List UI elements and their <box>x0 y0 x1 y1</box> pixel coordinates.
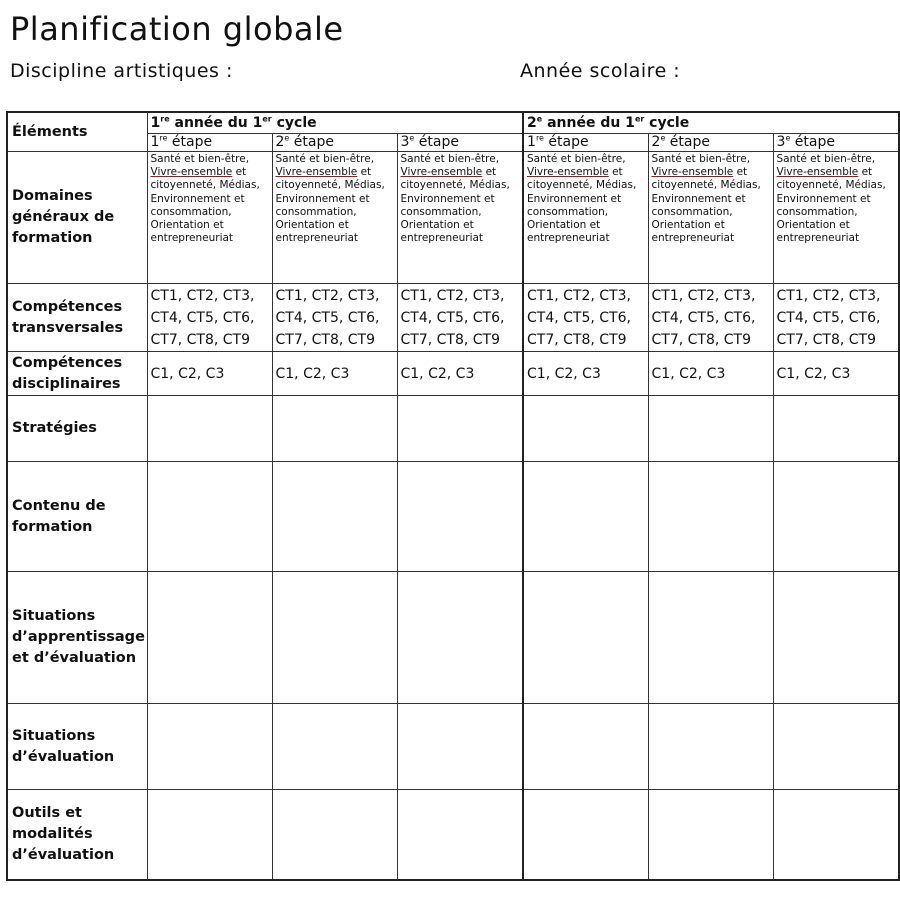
table-row <box>7 790 899 880</box>
step-suffix: e <box>660 133 666 143</box>
dom-line: et citoyenneté, <box>275 166 372 192</box>
step-number: 3 <box>400 134 410 150</box>
cycle-1-header: 1re année du 1er cycle <box>147 112 523 134</box>
dom-line-underline: Vivre-ensemble <box>527 166 609 179</box>
table-row <box>7 152 899 284</box>
empty-input-cell[interactable] <box>397 396 523 462</box>
disciplinaires-cell: C1, C2, C3 <box>272 352 397 396</box>
discipline-label: Discipline artistiques : <box>10 60 233 82</box>
table-row <box>7 352 899 396</box>
empty-input-cell[interactable] <box>523 396 648 462</box>
dom-line-underline: Vivre-ensemble <box>776 166 859 179</box>
dom-line: Orientation et entrepreneuriat <box>150 219 234 245</box>
domaines-cell <box>147 152 272 284</box>
empty-input-cell[interactable] <box>648 462 773 572</box>
empty-input-cell[interactable] <box>272 704 397 790</box>
dom-line: Médias, <box>720 179 761 192</box>
dom-line: Environnement et consommation, <box>275 192 370 218</box>
dom-line: Santé et bien-être, <box>275 153 375 165</box>
transversales-cell: CT1, CT2, CT3, CT4, CT5, CT6, CT7, CT8, CT9 <box>773 284 899 352</box>
transversales-cell: CT1, CT2, CT3, CT4, CT5, CT6, CT7, CT8, CT9 <box>147 284 272 352</box>
empty-input-cell[interactable] <box>147 396 272 462</box>
disciplinaires-cell: C1, C2, C3 <box>773 352 899 396</box>
step-header <box>272 134 397 152</box>
step-number: 1 <box>150 134 160 150</box>
step-suffix: e <box>785 133 791 143</box>
dom-line-underline: Vivre-ensemble <box>400 166 483 179</box>
step-header <box>523 134 648 152</box>
dom-line: Environnement et consommation, <box>400 192 495 218</box>
table-row <box>7 284 899 352</box>
step-word: étape <box>665 134 710 150</box>
dom-line: Santé et bien-être, <box>400 153 500 165</box>
dom-line: Environnement et consommation, <box>527 192 622 218</box>
dom-line: et citoyenneté, <box>150 166 247 192</box>
elements-header: Éléments <box>7 112 147 152</box>
dom-line: Environnement et consommation, <box>150 192 245 218</box>
empty-input-cell[interactable] <box>397 462 523 572</box>
step-header <box>397 134 523 152</box>
dom-line: Orientation et entrepreneuriat <box>527 219 610 245</box>
step-word: étape <box>289 134 334 150</box>
step-word: étape <box>414 134 459 150</box>
dom-line: Médias, <box>469 179 510 192</box>
transversales-cell: CT1, CT2, CT3, CT4, CT5, CT6, CT7, CT8, CT9 <box>272 284 397 352</box>
cycle-header-row <box>7 112 899 134</box>
empty-input-cell[interactable] <box>147 462 272 572</box>
dom-line-underline: Vivre-ensemble <box>275 166 358 179</box>
row-label-situations-evaluation: Situations d’évaluation <box>7 704 147 790</box>
dom-line: Médias, <box>219 179 260 192</box>
row-label-strategies: Stratégies <box>7 396 147 462</box>
dom-line: et citoyenneté, <box>651 166 748 192</box>
transversales-cell: CT1, CT2, CT3, CT4, CT5, CT6, CT7, CT8, CT9 <box>397 284 523 352</box>
dom-line: Environnement et consommation, <box>776 192 871 218</box>
dom-line: Santé et bien-être, <box>651 153 751 165</box>
step-suffix: re <box>535 133 544 143</box>
empty-input-cell[interactable] <box>773 704 899 790</box>
domaines-cell <box>523 152 648 284</box>
step-header <box>648 134 773 152</box>
page-title: Planification globale <box>10 10 344 48</box>
step-word: étape <box>543 134 589 150</box>
dom-line: et citoyenneté, <box>776 166 873 192</box>
dom-line: Santé et bien-être, <box>776 153 876 165</box>
school-year-label: Année scolaire : <box>520 60 681 82</box>
dom-line: Santé et bien-être, <box>150 153 250 165</box>
empty-input-cell[interactable] <box>523 704 648 790</box>
cycle-2-header: 2e année du 1er cycle <box>523 112 899 134</box>
empty-input-cell[interactable] <box>397 704 523 790</box>
empty-input-cell[interactable] <box>523 790 648 880</box>
empty-input-cell[interactable] <box>147 572 272 704</box>
disciplinaires-cell: C1, C2, C3 <box>523 352 648 396</box>
step-number: 3 <box>776 134 786 150</box>
empty-input-cell[interactable] <box>773 790 899 880</box>
row-label-situations-apprentissage: Situations d’apprentissage et d’évaluation <box>7 572 147 704</box>
empty-input-cell[interactable] <box>523 572 648 704</box>
row-label-transversales: Compétences transversales <box>7 284 147 352</box>
row-label-outils: Outils et modalités d’évaluation <box>7 790 147 880</box>
step-word: étape <box>790 134 835 150</box>
domaines-cell <box>397 152 523 284</box>
dom-line-underline: Vivre-ensemble <box>651 166 734 179</box>
dom-line-underline: Vivre-ensemble <box>150 166 233 179</box>
transversales-cell: CT1, CT2, CT3, CT4, CT5, CT6, CT7, CT8, CT9 <box>648 284 773 352</box>
dom-line: Environnement et consommation, <box>651 192 746 218</box>
domaines-cell <box>272 152 397 284</box>
row-label-contenu: Contenu de formation <box>7 462 147 572</box>
step-header <box>773 134 899 152</box>
empty-input-cell[interactable] <box>147 704 272 790</box>
dom-line: Orientation et entrepreneuriat <box>651 219 735 245</box>
dom-line: et citoyenneté, <box>527 166 623 192</box>
empty-input-cell[interactable] <box>272 396 397 462</box>
empty-input-cell[interactable] <box>773 572 899 704</box>
disciplinaires-cell: C1, C2, C3 <box>397 352 523 396</box>
transversales-cell: CT1, CT2, CT3, CT4, CT5, CT6, CT7, CT8, CT9 <box>523 284 648 352</box>
domaines-cell <box>648 152 773 284</box>
table-row <box>7 462 899 572</box>
dom-line: et citoyenneté, <box>400 166 497 192</box>
domaines-cell <box>773 152 899 284</box>
empty-input-cell[interactable] <box>648 572 773 704</box>
table-row <box>7 396 899 462</box>
empty-input-cell[interactable] <box>272 572 397 704</box>
empty-input-cell[interactable] <box>773 462 899 572</box>
dom-line: Médias, <box>845 179 886 192</box>
step-word: étape <box>167 134 213 150</box>
dom-line: Médias, <box>595 179 637 192</box>
dom-line: Orientation et entrepreneuriat <box>776 219 860 245</box>
table-row <box>7 572 899 704</box>
empty-input-cell[interactable] <box>648 704 773 790</box>
step-number: 1 <box>527 134 536 150</box>
table-row <box>7 704 899 790</box>
empty-input-cell[interactable] <box>648 790 773 880</box>
empty-input-cell[interactable] <box>147 790 272 880</box>
dom-line: Santé et bien-être, <box>527 153 626 165</box>
empty-input-cell[interactable] <box>397 572 523 704</box>
empty-input-cell[interactable] <box>648 396 773 462</box>
empty-input-cell[interactable] <box>397 790 523 880</box>
empty-input-cell[interactable] <box>272 462 397 572</box>
disciplinaires-cell: C1, C2, C3 <box>147 352 272 396</box>
disciplinaires-cell: C1, C2, C3 <box>648 352 773 396</box>
step-suffix: e <box>284 133 290 143</box>
step-suffix: e <box>409 133 415 143</box>
empty-input-cell[interactable] <box>773 396 899 462</box>
step-header <box>147 134 272 152</box>
empty-input-cell[interactable] <box>523 462 648 572</box>
planning-table <box>6 111 900 881</box>
step-number: 2 <box>651 134 661 150</box>
step-number: 2 <box>275 134 285 150</box>
row-label-disciplinaires: Compétences disciplinaires <box>7 352 147 396</box>
step-suffix: re <box>159 133 168 143</box>
empty-input-cell[interactable] <box>272 790 397 880</box>
dom-line: Orientation et entrepreneuriat <box>400 219 484 245</box>
dom-line: Médias, <box>344 179 385 192</box>
dom-line: Orientation et entrepreneuriat <box>275 219 359 245</box>
row-label-domaines: Domaines généraux de formation <box>7 152 147 284</box>
